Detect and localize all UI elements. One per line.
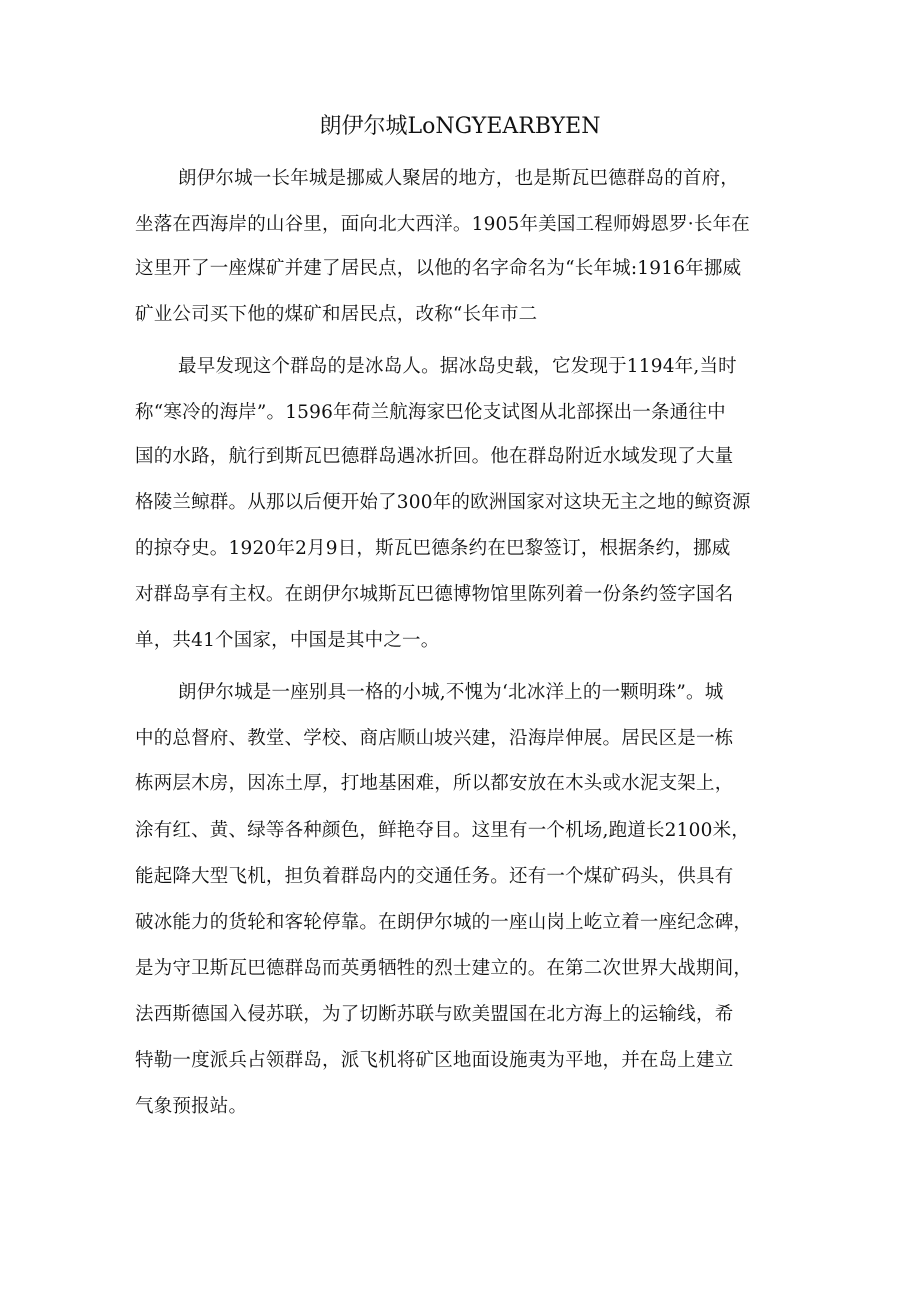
paragraph-1-line-1: 朗伊尔城一长年城是挪威人聚居的地方，也是斯瓦巴德群岛的首府， — [178, 168, 740, 189]
paragraph-3-line-1: 朗伊尔城是一座别具一格的小城,不愧为‘北冰洋上的一颗明珠”。城 — [178, 682, 724, 703]
paragraph-2-line-4: 格陵兰鲸群。从那以后便开始了300年的欧洲国家对这块无主之地的鲸资源 — [135, 492, 751, 513]
paragraph-2-line-1: 最早发现这个群岛的是冰岛人。据冰岛史载，它发现于1194年,当时 — [178, 356, 737, 377]
paragraph-3-line-5: 能起降大型飞机，担负着群岛内的交通任务。还有一个煤矿码头，供具有 — [135, 866, 734, 887]
paragraph-2-line-6: 对群岛享有主权。在朗伊尔城斯瓦巴德博物馆里陈列着一份条约签字国名 — [135, 584, 734, 605]
paragraph-3-line-7: 是为守卫斯瓦巴德群岛而英勇牺牲的烈士建立的。在第二次世界大战期间， — [135, 958, 753, 979]
paragraph-2-line-7: 单，共41个国家，中国是其中之一。 — [135, 630, 440, 651]
paragraph-3-line-10: 气象预报站。 — [135, 1096, 248, 1117]
paragraph-3-line-4: 涂有红、黄、绿等各种颜色，鲜艳夺目。这里有一个机场,跑道长2100米， — [135, 820, 750, 841]
paragraph-3-line-6: 破冰能力的货轮和客轮停靠。在朗伊尔城的一座山岗上屹立着一座纪念碑， — [135, 912, 753, 933]
paragraph-1-line-4: 矿业公司买下他的煤矿和居民点，改称“长年市二 — [135, 304, 538, 325]
paragraph-3-line-2: 中的总督府、教堂、学校、商店顺山坡兴建，沿海岸伸展。居民区是一栋 — [135, 728, 734, 749]
paragraph-2-line-3: 国的水路，航行到斯瓦巴德群岛遇冰折回。他在群岛附近水域发现了大量 — [135, 446, 734, 467]
paragraph-2-line-5: 的掠夺史。1920年2月9日，斯瓦巴德条约在巴黎签订，根据条约，挪威 — [135, 538, 731, 559]
paragraph-3-line-9: 特勒一度派兵占领群岛，派飞机将矿区地面设施夷为平地，并在岛上建立 — [135, 1050, 734, 1071]
paragraph-2-line-2: 称“寒冷的海岸”。1596年荷兰航海家巴伦支试图从北部探出一条通往中 — [135, 402, 726, 423]
paragraph-3-line-3: 栋两层木房，因冻土厚，打地基困难，所以都安放在木头或水泥支架上， — [135, 773, 734, 794]
paragraph-1-line-2: 坐落在西海岸的山谷里，面向北大西洋。1905年美国工程师姆恩罗·长年在 — [135, 214, 750, 235]
document-title: 朗伊尔城LoNGYEARBYEN — [319, 114, 601, 139]
paragraph-3-line-8: 法西斯德国入侵苏联，为了切断苏联与欧美盟国在北方海上的运输线，希 — [135, 1004, 734, 1025]
paragraph-1-line-3: 这里开了一座煤矿并建了居民点，以他的名字命名为“长年城:1916年挪威 — [135, 258, 742, 279]
